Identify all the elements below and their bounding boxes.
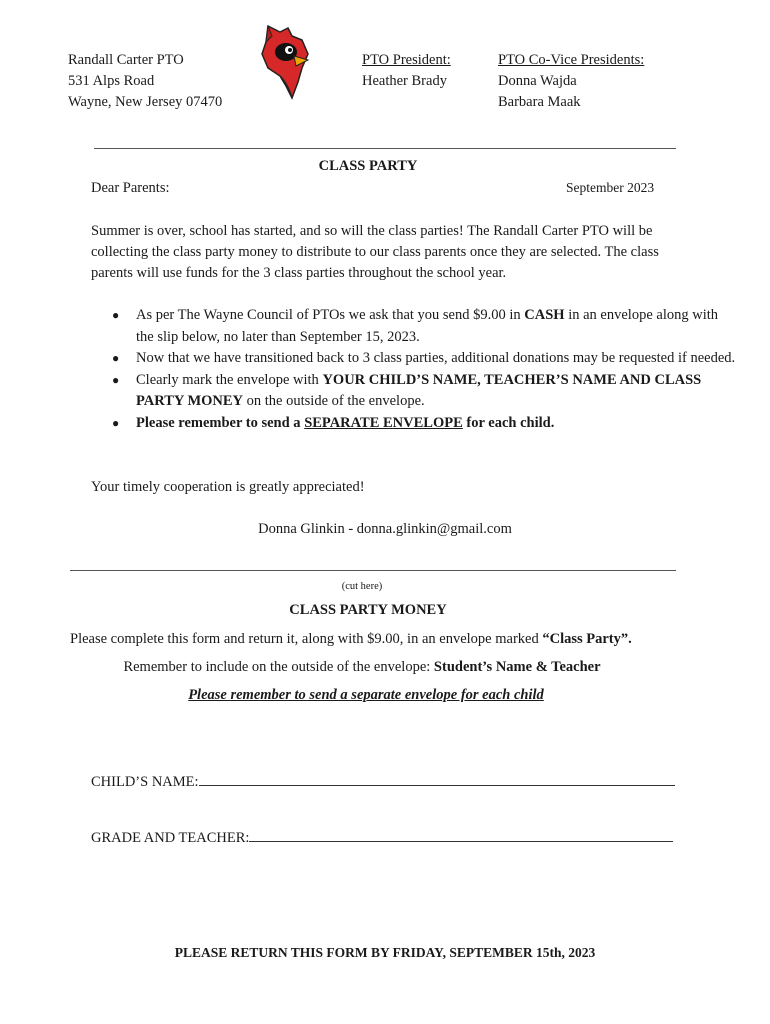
closing-line: Your timely cooperation is greatly appreciated!	[91, 479, 365, 495]
cut-line	[70, 570, 676, 571]
grade-teacher-label: GRADE AND TEACHER:	[91, 830, 250, 846]
vp-title: PTO Co-Vice Presidents:	[498, 52, 645, 68]
salutation: Dear Parents:	[91, 180, 170, 196]
bullet-icon: ●	[112, 351, 120, 365]
org-address-line1: 531 Alps Road	[68, 73, 155, 89]
letter-title: CLASS PARTY	[318, 158, 418, 174]
instruction-list	[91, 305, 736, 434]
list-item: ● As per The Wayne Council of PTOs we ask that you send $9.00 in CASH in an envelope along with the slip below, no later than September 15, 2023.	[112, 307, 718, 345]
grade-teacher-row	[91, 827, 673, 847]
cardinal-logo-icon	[258, 24, 310, 100]
header-divider	[94, 148, 676, 149]
form-instruction: Please complete this form and return it, along with $9.00, in an envelope marked “Class Party”.	[70, 631, 632, 647]
list-item: ● Please remember to send a SEPARATE ENVELOPE for each child.	[136, 413, 736, 435]
grade-teacher-field[interactable]	[249, 827, 673, 842]
child-name-field[interactable]	[199, 771, 675, 786]
child-name-label: CHILD’S NAME:	[91, 774, 199, 790]
cut-here-label: (cut here)	[341, 581, 383, 592]
child-name-row	[91, 771, 675, 791]
form-title: CLASS PARTY MONEY	[289, 602, 447, 618]
org-address-line2: Wayne, New Jersey 07470	[68, 94, 223, 110]
return-deadline-note: PLEASE RETURN THIS FORM BY FRIDAY, SEPTEMBER 15th, 2023	[174, 945, 596, 960]
vp-name-1: Donna Wajda	[498, 73, 577, 89]
president-title: PTO President:	[362, 52, 451, 68]
intro-paragraph: Summer is over, school has started, and so will the class parties! The Randall Carter PTO will be collecting the class party money to distribute to our class parents once they are selected. The class parents will use funds for the 3 class parties throughout the school year.	[91, 223, 659, 281]
form-reminder: Remember to include on the outside of the envelope: Student’s Name & Teacher	[123, 659, 601, 675]
bullet-icon: ●	[112, 308, 120, 322]
envelope-marking-emphasis: YOUR CHILD’S NAME, TEACHER’S NAME AND CLASS PARTY MONEY	[136, 371, 702, 409]
list-item: ● Clearly mark the envelope with YOUR CHILD’S NAME, TEACHER’S NAME AND CLASS PARTY MONEY on the outside of the envelope.	[112, 371, 702, 409]
president-name: Heather Brady	[362, 73, 447, 89]
separate-envelope-note: Please remember to send a separate envelope for each child	[188, 687, 544, 703]
signature: Donna Glinkin - donna.glinkin@gmail.com	[258, 521, 512, 537]
bullet-icon: ●	[112, 372, 120, 387]
vp-name-2: Barbara Maak	[498, 94, 581, 110]
bullet-icon: ●	[112, 415, 120, 430]
separate-envelope-emphasis: SEPARATE ENVELOPE	[304, 414, 463, 431]
list-item: ● Now that we have transitioned back to 3 class parties, additional donations may be requested if needed.	[136, 348, 736, 370]
org-name: Randall Carter PTO	[68, 52, 184, 68]
letter-date: September 2023	[566, 180, 655, 195]
cash-emphasis: CASH	[524, 307, 565, 323]
